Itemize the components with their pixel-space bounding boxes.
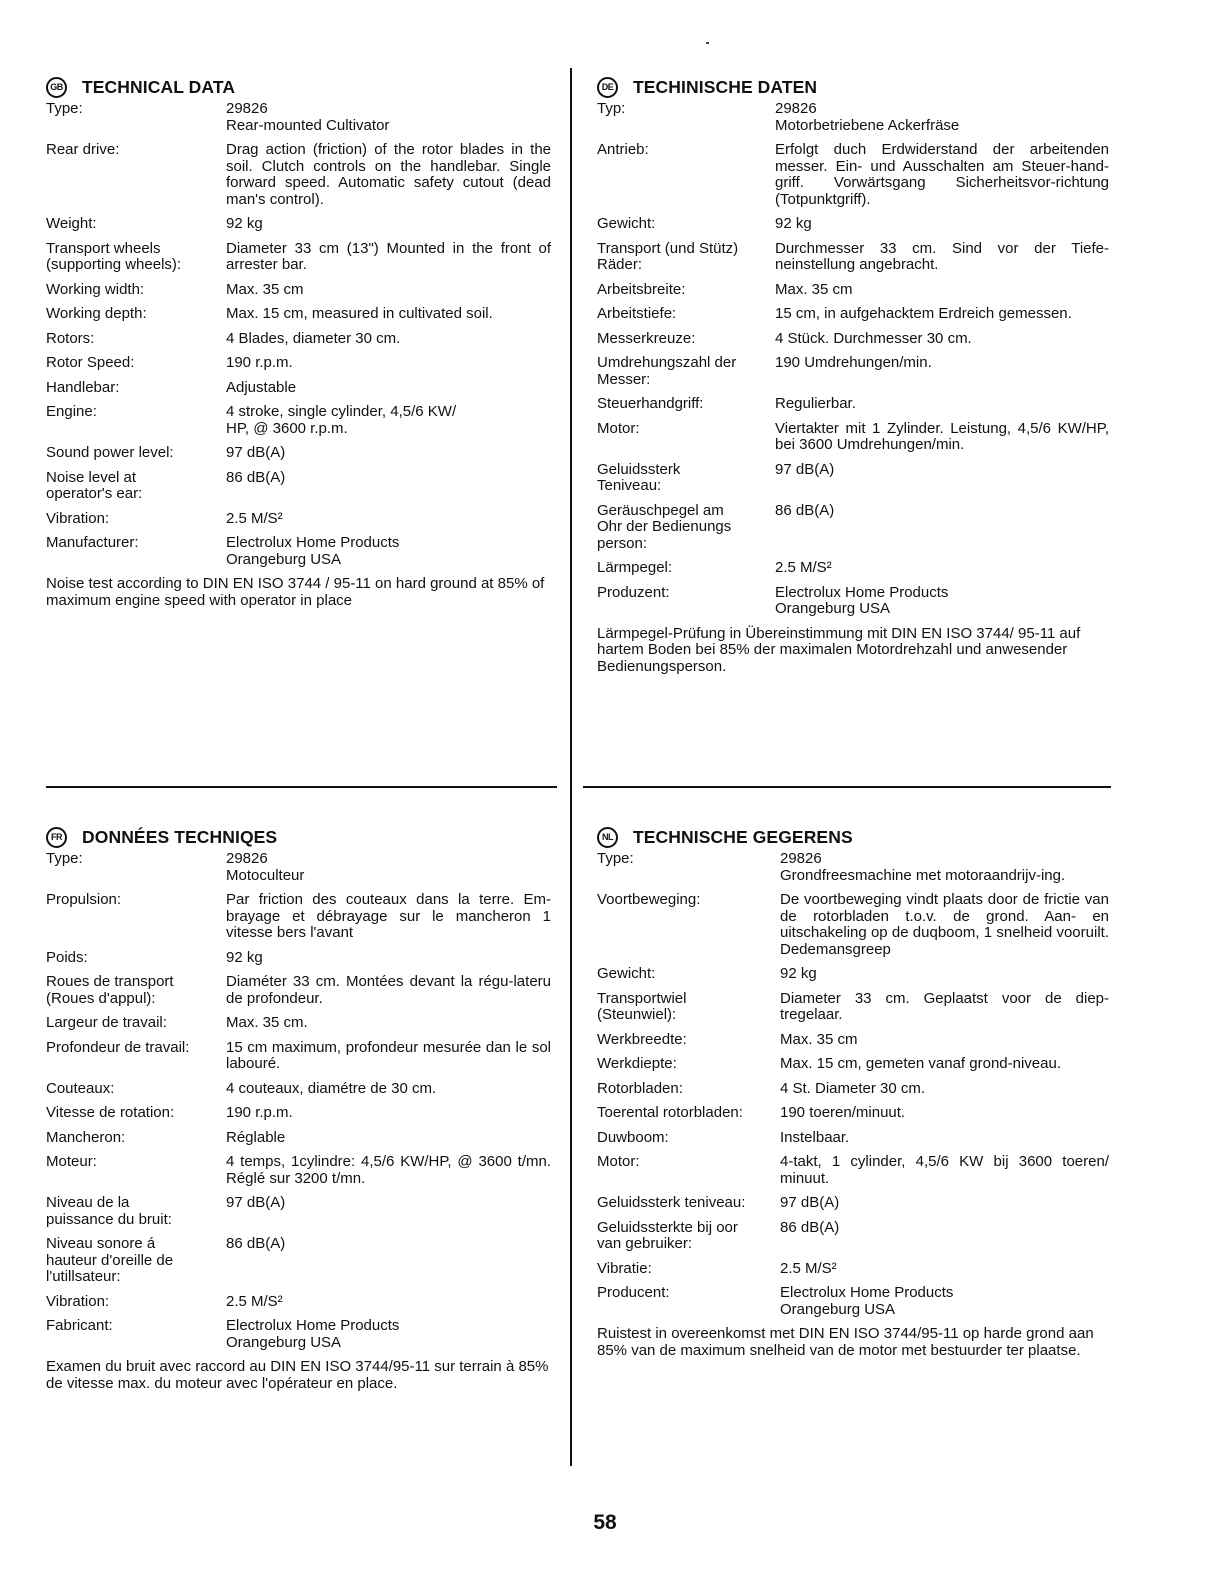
spec-row bbox=[597, 396, 1109, 413]
spec-value: De voortbeweging vindt plaats door de frictie van de rotorbladen t.o.v. de grond. Aan- en uitschakeling op de duqboom, 1 snelheid vooruilt. Dedemansgreep bbox=[780, 891, 1109, 958]
spec-value: 92 kg bbox=[775, 215, 812, 232]
spec-row bbox=[597, 142, 1109, 208]
spec-value: 15 cm, in aufgehacktem Erdreich gemessen. bbox=[775, 305, 1072, 322]
spec-row bbox=[597, 1032, 1109, 1049]
de-language-badge-icon: DE bbox=[597, 77, 618, 98]
spec-row bbox=[46, 282, 551, 299]
spec-value: Electrolux Home Products Orangeburg USA bbox=[780, 1284, 954, 1318]
spec-list bbox=[46, 101, 551, 568]
spec-value: Diaméter 33 cm. Montées devant la régu-lateru de profondeur. bbox=[226, 973, 551, 1007]
spec-value: 29826 Motoculteur bbox=[226, 850, 305, 884]
spec-label: Vibration: bbox=[46, 1292, 110, 1310]
spec-value: 29826 Motorbetriebene Ackerfräse bbox=[775, 100, 960, 134]
spec-label: Motor: bbox=[597, 1153, 640, 1170]
horizontal-divider-right bbox=[583, 786, 1111, 788]
section-heading bbox=[46, 74, 551, 100]
spec-value: 86 dB(A) bbox=[775, 501, 835, 519]
section-title: TECHNICAL DATA bbox=[82, 76, 236, 97]
spec-label: Geluidssterk teniveau: bbox=[597, 1194, 746, 1211]
spec-label: Arbeitstiefe: bbox=[597, 305, 677, 322]
spec-label: Moteur: bbox=[46, 1153, 97, 1170]
spec-value: 97 dB(A) bbox=[226, 1194, 286, 1211]
spec-value: Electrolux Home Products Orangeburg USA bbox=[775, 583, 949, 617]
horizontal-divider-left bbox=[46, 786, 557, 788]
spec-label: Toerental rotorbladen: bbox=[597, 1104, 743, 1121]
spec-value: 15 cm maximum, profondeur mesurée dan le sol labouré. bbox=[226, 1038, 551, 1072]
spec-label: Antrieb: bbox=[597, 141, 649, 158]
spec-row bbox=[597, 355, 1109, 388]
noise-test-note: Lärmpegel-Prüfung in Übereinstimmung mit DIN EN ISO 3744/ 95-11 auf hartem Boden bei 85% der maximalen Motordrehzahl und anwesender Bedienungsperson. bbox=[597, 624, 1081, 675]
spec-row bbox=[46, 1015, 551, 1032]
spec-label: Messerkreuze: bbox=[597, 329, 696, 347]
section-heading bbox=[597, 824, 1109, 850]
spec-row bbox=[46, 241, 551, 274]
spec-label: Transportwiel (Steunwiel): bbox=[597, 989, 687, 1023]
spec-row bbox=[597, 282, 1109, 299]
spec-row bbox=[46, 216, 551, 233]
spec-label: Type: bbox=[597, 850, 634, 867]
spec-row bbox=[597, 1081, 1109, 1098]
spec-label: Manufacturer: bbox=[46, 534, 139, 551]
spec-label: Rotors: bbox=[46, 329, 95, 347]
spec-label: Poids: bbox=[46, 948, 88, 966]
spec-value: Max. 15 cm, measured in cultivated soil. bbox=[226, 305, 493, 322]
spec-label: Producent: bbox=[597, 1284, 670, 1301]
spec-label: Geluidssterk Teniveau: bbox=[597, 460, 681, 494]
spec-value: 4 temps, 1cylindre: 4,5/6 KW/HP, @ 3600 t/mn. Réglé sur 3200 t/mn. bbox=[226, 1153, 551, 1187]
spec-row bbox=[597, 1130, 1109, 1147]
spec-value: Erfolgt duch Erdwiderstand der arbeitenden messer. Ein- und Ausschalten am Steuer-hand- griff. Vorwärtsgang Sicherheitsvor-richtung (Totpunktgriff). bbox=[775, 141, 1109, 208]
spec-value: 92 kg bbox=[226, 948, 263, 966]
spec-label: Couteaux: bbox=[46, 1079, 115, 1097]
vertical-divider bbox=[570, 68, 572, 1466]
spec-value: 4 Blades, diameter 30 cm. bbox=[226, 329, 401, 347]
spec-label: Rear drive: bbox=[46, 141, 120, 158]
fr-language-badge-icon: FR bbox=[46, 827, 67, 848]
spec-label: Niveau de la puissance du bruit: bbox=[46, 1194, 172, 1228]
spec-row bbox=[46, 892, 551, 942]
spec-value: Adjustable bbox=[226, 378, 297, 396]
spec-value: 4 St. Diameter 30 cm. bbox=[780, 1079, 926, 1097]
spec-row bbox=[46, 1040, 551, 1073]
spec-label: Weight: bbox=[46, 215, 97, 232]
spec-value: 4 Stück. Durchmesser 30 cm. bbox=[775, 329, 972, 347]
spec-label: Geluidssterkte bij oor van gebruiker: bbox=[597, 1218, 738, 1252]
spec-value: Electrolux Home Products Orangeburg USA bbox=[226, 534, 400, 568]
spec-label: Working width: bbox=[46, 280, 145, 298]
spec-list bbox=[597, 101, 1109, 618]
spec-row bbox=[46, 331, 551, 348]
spec-label: Gewicht: bbox=[597, 215, 656, 232]
spec-label: Geräuschpegel am Ohr der Bedienungs person: bbox=[597, 501, 732, 552]
spec-label: Profondeur de travail: bbox=[46, 1038, 190, 1056]
spec-row bbox=[46, 101, 551, 134]
spec-row bbox=[46, 974, 551, 1007]
spec-value: 92 kg bbox=[780, 965, 817, 982]
spec-label: Werkdiepte: bbox=[597, 1055, 677, 1072]
spec-label: Rotorbladen: bbox=[597, 1079, 683, 1097]
spec-label: Engine: bbox=[46, 403, 97, 420]
spec-value: 2.5 M/S² bbox=[226, 509, 283, 527]
spec-row bbox=[597, 585, 1109, 618]
spec-label: Propulsion: bbox=[46, 891, 122, 908]
spec-label: Duwboom: bbox=[597, 1128, 669, 1146]
spec-value: 2.5 M/S² bbox=[780, 1259, 837, 1277]
spec-value: Max. 15 cm, gemeten vanaf grond-niveau. bbox=[780, 1055, 1061, 1072]
spec-value: 190 Umdrehungen/min. bbox=[775, 354, 932, 371]
spec-label: Fabricant: bbox=[46, 1317, 113, 1334]
spec-label: Transport (und Stütz) Räder: bbox=[597, 239, 739, 273]
spec-label: Noise level at operator's ear: bbox=[46, 468, 143, 502]
spec-row bbox=[46, 511, 551, 528]
spec-row bbox=[597, 421, 1109, 454]
spec-row bbox=[597, 1220, 1109, 1253]
spec-row bbox=[597, 560, 1109, 577]
spec-value: Max. 35 cm. bbox=[226, 1014, 308, 1031]
spec-row bbox=[597, 503, 1109, 553]
spec-value: Réglable bbox=[226, 1128, 286, 1146]
spec-value: Drag action (friction) of the rotor blades in the soil. Clutch controls on the handlebar. Single forward speed. Automatic safety cutout (dead man's control). bbox=[226, 141, 551, 208]
spec-label: Largeur de travail: bbox=[46, 1014, 167, 1031]
spec-value: Diameter 33 cm. Geplaatst voor de diep-tregelaar. bbox=[780, 989, 1109, 1023]
spec-value: 190 r.p.m. bbox=[226, 1104, 293, 1121]
spec-value: Durchmesser 33 cm. Sind vor der Tiefe-neinstellung angebracht. bbox=[775, 239, 1109, 273]
spec-label: Lärmpegel: bbox=[597, 559, 673, 576]
spec-row bbox=[46, 1105, 551, 1122]
section-dutch bbox=[597, 824, 1109, 1359]
spec-row bbox=[597, 851, 1109, 884]
spec-label: Typ: bbox=[597, 100, 626, 117]
noise-test-note: Ruistest in overeenkomst met DIN EN ISO 3744/95-11 op harde grond aan 85% van de maximum snelheid van de motor met bestuurder ter plaatse. bbox=[597, 1325, 1094, 1359]
gb-language-badge-icon: GB bbox=[46, 77, 67, 98]
spec-label: Produzent: bbox=[597, 583, 670, 601]
spec-value: 97 dB(A) bbox=[226, 444, 286, 461]
spec-row bbox=[597, 1261, 1109, 1278]
spec-value: Par friction des couteaux dans la terre. Em-brayage et débrayage sur le mancheron 1 vitesse bers l'avant bbox=[226, 891, 551, 941]
spec-value: Diameter 33 cm (13") Mounted in the front of arrester bar. bbox=[226, 239, 551, 273]
spec-list bbox=[597, 851, 1109, 1318]
spec-label: Transport wheels (supporting wheels): bbox=[46, 239, 182, 273]
spec-row bbox=[46, 404, 551, 437]
section-german bbox=[597, 74, 1109, 675]
spec-value: 190 r.p.m. bbox=[226, 354, 293, 371]
spec-row bbox=[46, 1195, 551, 1228]
spec-label: Type: bbox=[46, 850, 83, 867]
spec-label: Vibration: bbox=[46, 509, 110, 527]
spec-row bbox=[597, 1056, 1109, 1073]
spec-value: 92 kg bbox=[226, 215, 263, 232]
spec-value: 29826 Rear-mounted Cultivator bbox=[226, 100, 390, 134]
spec-value: 4 stroke, single cylinder, 4,5/6 KW/ HP, @ 3600 r.p.m. bbox=[226, 403, 457, 437]
spec-value: 29826 Grondfreesmachine met motoraandrijv-ing. bbox=[780, 850, 1066, 884]
spec-value: 2.5 M/S² bbox=[226, 1292, 283, 1310]
spec-label: Werkbreedte: bbox=[597, 1030, 687, 1048]
spec-value: 86 dB(A) bbox=[780, 1218, 840, 1236]
spec-row bbox=[597, 331, 1109, 348]
spec-row bbox=[46, 355, 551, 372]
spec-list bbox=[46, 851, 551, 1351]
spec-label: Voortbeweging: bbox=[597, 891, 701, 908]
spec-row bbox=[46, 470, 551, 503]
spec-row bbox=[597, 1195, 1109, 1212]
spec-row bbox=[46, 1081, 551, 1098]
spec-value: 86 dB(A) bbox=[226, 1235, 286, 1252]
spec-row bbox=[46, 445, 551, 462]
spec-row bbox=[46, 1236, 551, 1286]
section-title: DONNÉES TECHNIQES bbox=[82, 826, 278, 847]
spec-label: Type: bbox=[46, 100, 83, 117]
spec-label: Vibratie: bbox=[597, 1259, 652, 1277]
spec-value: Instelbaar. bbox=[780, 1128, 850, 1146]
noise-test-note: Examen du bruit avec raccord au DIN EN ISO 3744/95-11 sur terrain à 85% de vitesse max. du moteur avec l'opérateur en place. bbox=[46, 1358, 549, 1392]
spec-label: Vitesse de rotation: bbox=[46, 1104, 175, 1121]
spec-label: Arbeitsbreite: bbox=[597, 280, 686, 298]
spec-label: Motor: bbox=[597, 419, 640, 437]
section-title: TECHINISCHE DATEN bbox=[633, 76, 818, 97]
spec-value: 86 dB(A) bbox=[226, 468, 286, 486]
spec-row bbox=[597, 306, 1109, 323]
spec-value: Max. 35 cm bbox=[780, 1030, 858, 1048]
spec-value: 4 couteaux, diamétre de 30 cm. bbox=[226, 1079, 437, 1097]
spec-value: Max. 35 cm bbox=[775, 280, 853, 298]
spec-value: Viertakter mit 1 Zylinder. Leistung, 4,5/6 KW/HP, bei 3600 Umdrehungen/min. bbox=[775, 419, 1109, 453]
spec-row bbox=[597, 966, 1109, 983]
spec-value: Max. 35 cm bbox=[226, 280, 304, 298]
spec-label: Rotor Speed: bbox=[46, 354, 135, 371]
spec-row bbox=[597, 991, 1109, 1024]
spec-value: Regulierbar. bbox=[775, 395, 856, 412]
spec-row bbox=[46, 380, 551, 397]
spec-label: Gewicht: bbox=[597, 965, 656, 982]
spec-label: Umdrehungszahl der Messer: bbox=[597, 354, 737, 388]
spec-value: 4-takt, 1 cylinder, 4,5/6 KW bij 3600 toeren/ minuut. bbox=[780, 1153, 1109, 1187]
spec-row bbox=[597, 216, 1109, 233]
spec-row bbox=[46, 1130, 551, 1147]
spec-label: Mancheron: bbox=[46, 1128, 126, 1146]
section-french bbox=[46, 824, 551, 1392]
section-heading bbox=[597, 74, 1109, 100]
noise-test-note: Noise test according to DIN EN ISO 3744 / 95-11 on hard ground at 85% of maximum engine speed with operator in place bbox=[46, 575, 545, 609]
spec-row bbox=[597, 892, 1109, 958]
spec-value: 190 toeren/minuut. bbox=[780, 1104, 906, 1121]
section-title: TECHNISCHE GEGERENS bbox=[633, 826, 853, 847]
spec-row bbox=[46, 1154, 551, 1187]
page-number: 58 bbox=[593, 1511, 617, 1534]
spec-row bbox=[46, 142, 551, 208]
spec-row bbox=[597, 462, 1109, 495]
spec-row bbox=[597, 1105, 1109, 1122]
section-heading bbox=[46, 824, 551, 850]
spec-row bbox=[46, 306, 551, 323]
nl-language-badge-icon: NL bbox=[597, 827, 618, 848]
spec-row bbox=[46, 535, 551, 568]
spec-row bbox=[597, 101, 1109, 134]
section-english bbox=[46, 74, 551, 609]
spec-row bbox=[597, 1285, 1109, 1318]
spec-row bbox=[46, 950, 551, 967]
spec-row bbox=[46, 1294, 551, 1311]
spec-label: Niveau sonore á hauteur d'oreille de l'utillsateur: bbox=[46, 1235, 174, 1285]
spec-row bbox=[46, 851, 551, 884]
spec-row bbox=[597, 241, 1109, 274]
spec-label: Sound power level: bbox=[46, 444, 174, 461]
stray-mark bbox=[706, 42, 709, 44]
spec-label: Working depth: bbox=[46, 305, 147, 322]
spec-value: 97 dB(A) bbox=[780, 1194, 840, 1211]
spec-row bbox=[597, 1154, 1109, 1187]
spec-value: Electrolux Home Products Orangeburg USA bbox=[226, 1317, 400, 1351]
spec-label: Roues de transport (Roues d'appul): bbox=[46, 973, 174, 1007]
spec-value: 97 dB(A) bbox=[775, 460, 835, 478]
spec-row bbox=[46, 1318, 551, 1351]
spec-label: Steuerhandgriff: bbox=[597, 395, 704, 412]
spec-value: 2.5 M/S² bbox=[775, 559, 832, 576]
spec-label: Handlebar: bbox=[46, 378, 120, 396]
